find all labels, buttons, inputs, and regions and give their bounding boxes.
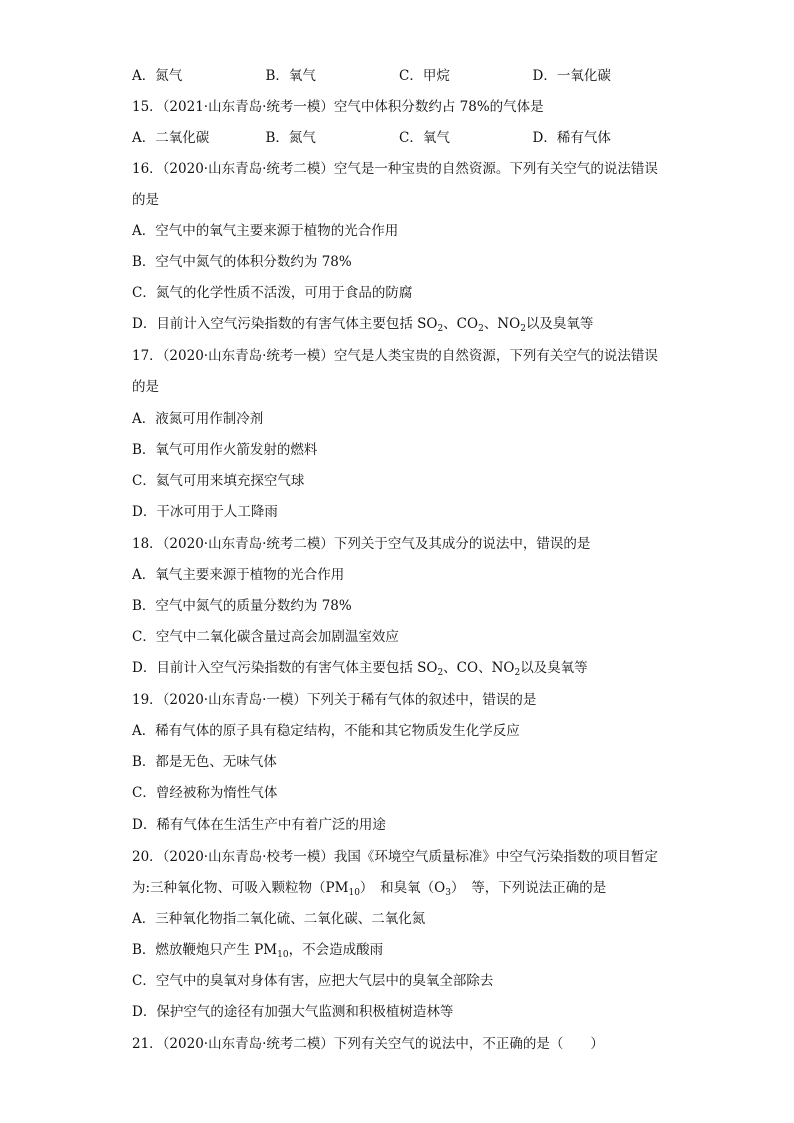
q17-option-a[interactable]: A．液氮可用作制冷剂	[132, 411, 264, 427]
q16-d-sub2: 2	[478, 324, 484, 334]
q18-d-sub1: 2	[437, 668, 444, 678]
q20-b-text1: B．燃放鞭炮只产生 PM	[132, 942, 278, 958]
q19-stem: 19．（2020·山东青岛·一模）下列关于稀有气体的叙述中，错误的是	[132, 692, 537, 708]
q18-option-c[interactable]: C．空气中二氧化碳含量过高会加剧温室效应	[132, 629, 399, 645]
q20-option-b[interactable]	[132, 940, 666, 960]
q16-d-sub3: 2	[520, 324, 526, 334]
q17-stem-line1: 17．（2020·山东青岛·统考一模）空气是人类宝贵的自然资源，下列有关空气的说法错误	[132, 348, 658, 364]
q18-option-b[interactable]: B．空气中氮气的质量分数约为 78%	[132, 598, 352, 614]
q15-option-b[interactable]: B．氮气	[265, 130, 316, 146]
q16-option-a[interactable]: A．空气中的氧气主要来源于植物的光合作用	[132, 223, 399, 239]
q16-d-text1: D．目前计入空气污染指数的有害气体主要包括 SO	[132, 316, 438, 332]
q17-option-b[interactable]: B．氧气可用作火箭发射的燃料	[132, 442, 318, 458]
q14-options	[132, 66, 666, 86]
q20-b-text2: ，不会造成酸雨	[288, 942, 384, 958]
q15-option-a[interactable]: A．二氧化碳	[132, 130, 210, 146]
q20-stem-line1: 20．（2020·山东青岛·校考一模）我国《环境空气质量标准》中空气污染指数的项目暂定	[132, 849, 658, 865]
q16-option-c[interactable]: C．氮气的化学性质不活泼，可用于食品的防腐	[132, 285, 413, 301]
q18-option-d[interactable]	[132, 658, 666, 678]
q14-option-b[interactable]: B．氧气	[265, 68, 316, 84]
q19-option-b[interactable]: B．都是无色、无味气体	[132, 754, 277, 770]
q16-stem-line2: 的是	[132, 192, 159, 208]
q17-stem-line2: 的是	[132, 379, 159, 395]
q19-option-d[interactable]: D．稀有气体在生活生产中有着广泛的用途	[132, 817, 386, 833]
q17-option-d[interactable]: D．干冰可用于人工降雨	[132, 504, 278, 520]
q18-d-text2: 、CO、NO	[443, 660, 515, 676]
q14-option-a[interactable]: A．氮气	[132, 68, 183, 84]
q15-options	[132, 128, 666, 148]
q16-option-b[interactable]: B．空气中氮气的体积分数约为 78%	[132, 254, 352, 270]
q20-option-d[interactable]: D．保护空气的途径有加强大气监测和积极植树造林等	[132, 1004, 454, 1020]
q20-stem-line2	[132, 878, 666, 898]
q16-stem-line1: 16．（2020·山东青岛·统考二模）空气是一种宝贵的自然资源。下列有关空气的说法错误	[132, 161, 658, 177]
q20-stem-text2: ） 和臭氧（O	[359, 880, 446, 896]
q16-d-text4: 以及臭氧等	[525, 316, 594, 332]
q17-option-c[interactable]: C．氦气可用来填充探空气球	[132, 473, 305, 489]
q18-option-a[interactable]: A．氧气主要来源于植物的光合作用	[132, 567, 345, 583]
q18-d-text3: 以及臭氧等	[520, 660, 588, 676]
q14-option-d[interactable]: D．一氧化碳	[532, 68, 611, 84]
q20-stem-sub2: 3	[445, 888, 451, 898]
q20-option-c[interactable]: C．空气中的臭氧对身体有害，应把大气层中的臭氧全部除去	[132, 973, 494, 989]
q19-option-a[interactable]: A．稀有气体的原子具有稳定结构，不能和其它物质发生化学反应	[132, 723, 520, 739]
q20-stem-text1: 为:三种氧化物、可吸入颗粒物（PM	[132, 880, 349, 896]
q21-stem: 21．（2020·山东青岛·统考二模）下列有关空气的说法中，不正确的是（ ）	[132, 1036, 604, 1052]
q18-stem: 18．（2020·山东青岛·统考二模）下列关于空气及其成分的说法中，错误的是	[132, 536, 591, 552]
q18-d-sub2: 2	[514, 668, 521, 678]
q18-d-text1: D．目前计入空气污染指数的有害气体主要包括 SO	[132, 660, 438, 676]
q16-option-d[interactable]	[132, 314, 666, 334]
q16-d-text3: 、NO	[483, 316, 521, 332]
q15-option-d[interactable]: D．稀有气体	[532, 130, 611, 146]
q20-option-a[interactable]: A．三种氧化物指二氧化硫、二氧化碳、二氧化氮	[132, 911, 426, 927]
q20-stem-sub1: 10	[348, 888, 360, 898]
q15-option-c[interactable]: C．氧气	[399, 130, 450, 146]
q16-d-text2: 、CO	[443, 316, 479, 332]
q19-option-c[interactable]: C．曾经被称为惰性气体	[132, 785, 278, 801]
q20-stem-text3: ） 等，下列说法正确的是	[450, 880, 607, 896]
q20-b-sub: 10	[277, 950, 289, 960]
q16-d-sub1: 2	[437, 324, 444, 334]
q15-stem: 15．（2021·山东青岛·统考一模）空气中体积分数约占 78%的气体是	[132, 99, 544, 115]
q14-option-c[interactable]: C．甲烷	[399, 68, 450, 84]
